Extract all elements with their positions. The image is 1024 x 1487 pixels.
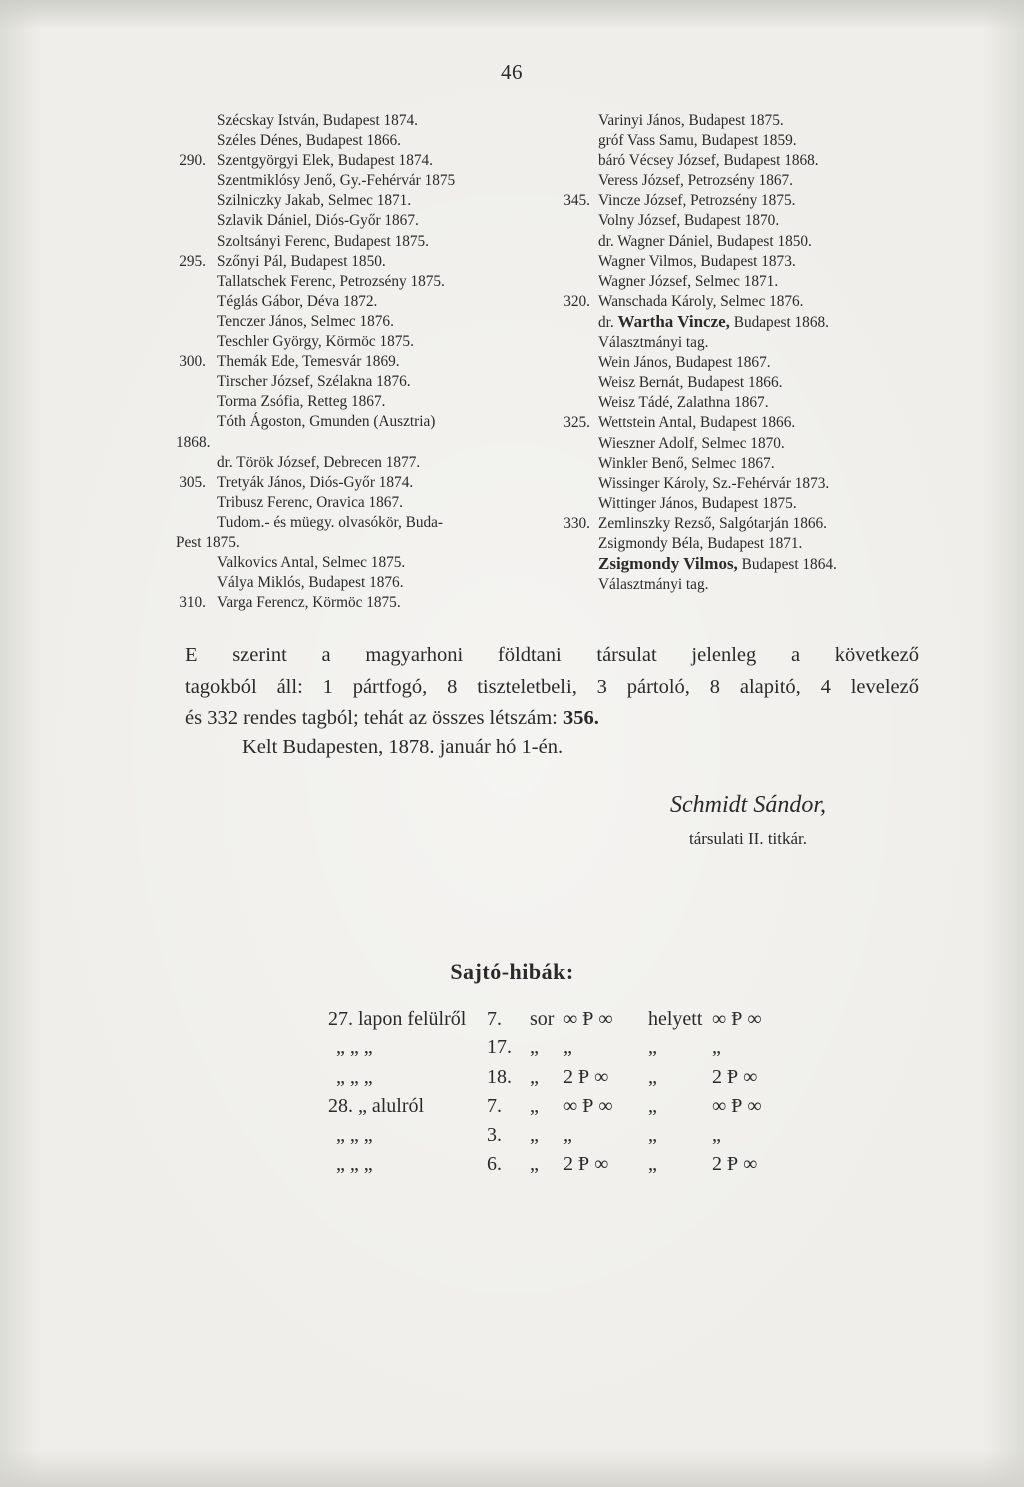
errata-cell: „ — [530, 1153, 539, 1175]
entry-number: 345. — [563, 192, 590, 210]
signature-title: társulati II. titkár. — [688, 829, 808, 848]
member-entry — [160, 513, 550, 533]
member-entry — [160, 352, 550, 372]
member-entry — [543, 211, 943, 231]
entry-text: Wissinger Károly, Sz.-Fehérvár 1873. — [598, 474, 830, 492]
entry-text: Wagner Vilmos, Budapest 1873. — [598, 252, 796, 270]
member-entry — [543, 312, 943, 333]
entry-text: Tudom.- és müegy. olvasókör, Buda- — [217, 513, 443, 531]
member-entry — [160, 252, 550, 272]
entry-text: Wagner József, Selmec 1871. — [598, 272, 779, 290]
member-entry — [543, 474, 943, 494]
errata-cell: 2 Ᵽ ∞ — [712, 1066, 758, 1088]
entry-text: Weisz Tádé, Zalathna 1867. — [598, 394, 769, 412]
errata-cell: „ — [712, 1124, 721, 1146]
member-entry — [543, 373, 943, 393]
member-entry — [543, 232, 943, 252]
summary-line: E szerint a magyarhoni földtani társulat jelenleg a következő — [185, 644, 919, 666]
member-entry — [543, 393, 943, 413]
entry-number: 330. — [563, 514, 590, 532]
entry-number: 310. — [179, 594, 206, 612]
entry-text: dr. Török József, Debrecen 1877. — [217, 453, 421, 471]
entry-text: Szécskay István, Budapest 1874. — [217, 112, 418, 129]
member-entry — [160, 433, 550, 453]
entry-number: 305. — [179, 473, 206, 491]
member-entry — [543, 575, 943, 595]
member-entry — [543, 151, 943, 171]
errata-cell: ∞ Ᵽ ∞ — [563, 1095, 613, 1117]
dateline: Kelt Budapesten, 1878. január hó 1-én. — [242, 736, 564, 758]
member-entry — [543, 454, 943, 474]
member-entry — [543, 494, 943, 514]
member-entry — [543, 434, 943, 454]
errata-row — [0, 1153, 1024, 1181]
entry-text: Választmányi tag. — [598, 576, 709, 594]
errata-cell: sor — [530, 1008, 555, 1030]
errata-cell: „ — [712, 1036, 721, 1058]
errata-cell: „ — [530, 1095, 539, 1117]
entry-number: 325. — [563, 414, 590, 432]
entry-text: Torma Zsófia, Retteg 1867. — [217, 393, 386, 411]
entry-text: Weisz Bernát, Budapest 1866. — [598, 374, 783, 392]
entry-text: Valkovics Antal, Selmec 1875. — [217, 554, 406, 572]
errata-cell: „ — [648, 1124, 657, 1146]
errata-row — [0, 1008, 1024, 1036]
errata-cell: 2 Ᵽ ∞ — [563, 1066, 609, 1088]
page-edge-shadow-top — [0, 0, 1024, 30]
summary-line-text: és 332 rendes tagból; tehát az összes létszám: — [185, 707, 563, 729]
entry-number: 300. — [179, 353, 206, 371]
member-entry — [160, 171, 550, 191]
entry-text: báró Vécsey József, Budapest 1868. — [598, 152, 819, 170]
member-entry — [160, 533, 550, 553]
errata-cell: „ „ „ — [336, 1153, 373, 1175]
entry-text: 1868. — [176, 433, 211, 451]
entry-suffix: Budapest 1868. — [729, 313, 829, 331]
member-entry — [160, 191, 550, 211]
member-entry — [543, 413, 943, 433]
entry-text: Veress József, Petrozsény 1867. — [598, 172, 793, 190]
member-entry — [543, 131, 943, 151]
entry-text: Vályа Miklós, Budapest 1876. — [217, 574, 404, 592]
entry-prefix: dr. — [598, 313, 618, 331]
entry-text: Szlavik Dániel, Diós-Győr 1867. — [217, 212, 419, 230]
entry-text: Szőnyi Pál, Budapest 1850. — [217, 252, 386, 270]
entry-text: Varga Ferencz, Körmöc 1875. — [217, 594, 401, 612]
entry-text: dr. Wagner Dániel, Budapest 1850. — [598, 232, 812, 250]
errata-cell: ∞ Ᵽ ∞ — [712, 1095, 762, 1117]
entry-text: Wettstein Antal, Budapest 1866. — [598, 414, 796, 432]
member-list-left-column — [160, 111, 550, 613]
entry-text: Tretyák János, Diós-Győr 1874. — [217, 473, 414, 491]
member-entry — [543, 534, 943, 554]
entry-text: Wanschada Károly, Selmec 1876. — [598, 292, 804, 310]
entry-text: Zsigmondy Béla, Budapest 1871. — [598, 534, 803, 552]
errata-row — [0, 1036, 1024, 1064]
member-entry — [160, 493, 550, 513]
member-entry — [543, 111, 943, 131]
member-entry — [543, 191, 943, 211]
member-entry — [543, 333, 943, 353]
errata-cell: „ — [563, 1036, 572, 1058]
errata-cell: 2 Ᵽ ∞ — [712, 1153, 758, 1175]
summary-line: tagokból áll: 1 pártfogó, 8 tiszteletbeli, 3 pártoló, 8 alapitó, 4 levelező — [185, 675, 919, 698]
entry-number: 295. — [179, 252, 206, 270]
errata-cell: „ — [648, 1066, 657, 1088]
entry-name-bold: Zsigmondy Vilmos, — [598, 554, 738, 574]
entry-text: Themák Ede, Temesvár 1869. — [217, 353, 400, 371]
member-entry — [160, 473, 550, 493]
entry-text: Teschler György, Körmöc 1875. — [217, 333, 414, 351]
entry-text: Winkler Benő, Selmec 1867. — [598, 454, 775, 472]
entry-text: Széles Dénes, Budapest 1866. — [217, 132, 401, 150]
member-entry — [160, 372, 550, 392]
entry-text: gróf Vass Samu, Budapest 1859. — [598, 132, 797, 150]
entry-text: Tribusz Ferenc, Oravica 1867. — [217, 493, 403, 511]
errata-cell: „ — [648, 1036, 657, 1058]
signature-name: Schmidt Sándor, — [670, 792, 826, 818]
total-membership-count: 356. — [563, 707, 599, 729]
entry-text: Szilniczky Jakab, Selmec 1871. — [217, 192, 412, 210]
member-entry — [160, 392, 550, 412]
errata-cell: „ — [530, 1124, 539, 1146]
member-entry — [160, 312, 550, 332]
errata-cell: 6. — [487, 1153, 502, 1175]
errata-cell: 27. lapon felülről — [328, 1008, 467, 1030]
entry-suffix: Budapest 1864. — [737, 556, 837, 574]
errata-cell: „ „ „ — [336, 1124, 373, 1146]
member-list-right-column — [543, 111, 943, 595]
errata-cell: 28. „ alulról — [328, 1095, 425, 1117]
entry-text: Wein János, Budapest 1867. — [598, 354, 771, 372]
entry-text: Tenczer János, Selmec 1876. — [217, 312, 394, 330]
entry-text: Tallatschek Ferenc, Petrozsény 1875. — [217, 272, 445, 290]
member-entry — [543, 292, 943, 312]
member-entry — [160, 232, 550, 252]
errata-cell: „ — [648, 1153, 657, 1175]
entry-text: Varinyi János, Budapest 1875. — [598, 112, 784, 129]
member-entry — [160, 111, 550, 131]
member-entry — [160, 332, 550, 352]
entry-text: Téglás Gábor, Déva 1872. — [217, 292, 378, 310]
member-entry — [160, 211, 550, 231]
member-entry — [160, 573, 550, 593]
errata-cell: 3. — [487, 1124, 502, 1146]
entry-text: Wittinger János, Budapest 1875. — [598, 494, 797, 512]
entry-text: Wieszner Adolf, Selmec 1870. — [598, 434, 785, 452]
errata-cell: helyett — [648, 1008, 703, 1030]
errata-cell: „ — [648, 1095, 657, 1117]
member-entry — [160, 272, 550, 292]
errata-row — [0, 1066, 1024, 1094]
entry-text: Zemlinszky Rezső, Salgótarján 1866. — [598, 514, 827, 532]
errata-cell: 7. — [487, 1095, 502, 1117]
errata-cell: „ „ „ — [336, 1066, 373, 1088]
member-entry — [543, 171, 943, 191]
entry-text: Pest 1875. — [176, 533, 240, 551]
errata-cell: „ — [563, 1124, 572, 1146]
errata-row — [0, 1124, 1024, 1152]
entry-text: Tóth Ágoston, Gmunden (Ausztria) — [217, 413, 436, 431]
member-entry — [543, 514, 943, 534]
member-entry — [160, 412, 550, 432]
page-number: 46 — [501, 60, 523, 84]
entry-name-bold: Wartha Vincze, — [617, 311, 730, 331]
member-entry — [160, 151, 550, 171]
member-entry — [543, 252, 943, 272]
member-entry — [160, 593, 550, 613]
member-entry — [160, 131, 550, 151]
member-entry — [543, 353, 943, 373]
member-entry — [160, 292, 550, 312]
member-entry — [543, 272, 943, 292]
errata-cell: „ — [530, 1066, 539, 1088]
summary-line — [185, 703, 919, 735]
errata-cell: 2 Ᵽ ∞ — [563, 1153, 609, 1175]
entry-text: Szoltsányi Ferenc, Budapest 1875. — [217, 232, 429, 250]
errata-row — [0, 1095, 1024, 1123]
member-entry — [543, 554, 943, 575]
entry-text: Választmányi tag. — [598, 334, 709, 352]
member-entry — [160, 453, 550, 473]
entry-number: 290. — [179, 152, 206, 170]
member-entry — [160, 553, 550, 573]
errata-cell: ∞ Ᵽ ∞ — [712, 1008, 762, 1030]
entry-number: 320. — [563, 292, 590, 310]
membership-summary — [185, 640, 919, 735]
errata-cell: ∞ Ᵽ ∞ — [563, 1008, 613, 1030]
entry-text: Szentgyörgyi Elek, Budapest 1874. — [217, 152, 433, 170]
errata-cell: 7. — [487, 1008, 502, 1030]
errata-title: Sajtó-hibák: — [450, 959, 574, 984]
entry-text: Szentmiklósy Jenő, Gy.-Fehérvár 1875 — [217, 172, 456, 190]
entry-text: Vincze József, Petrozsény 1875. — [598, 192, 796, 210]
errata-cell: 17. — [487, 1036, 512, 1058]
entry-text: Tirscher József, Szélakna 1876. — [217, 373, 411, 391]
errata-cell: „ — [530, 1036, 539, 1058]
page-edge-shadow-bottom — [0, 1450, 1024, 1487]
entry-text: Volny József, Budapest 1870. — [598, 212, 780, 230]
errata-cell: „ „ „ — [336, 1036, 373, 1058]
errata-cell: 18. — [487, 1066, 512, 1088]
